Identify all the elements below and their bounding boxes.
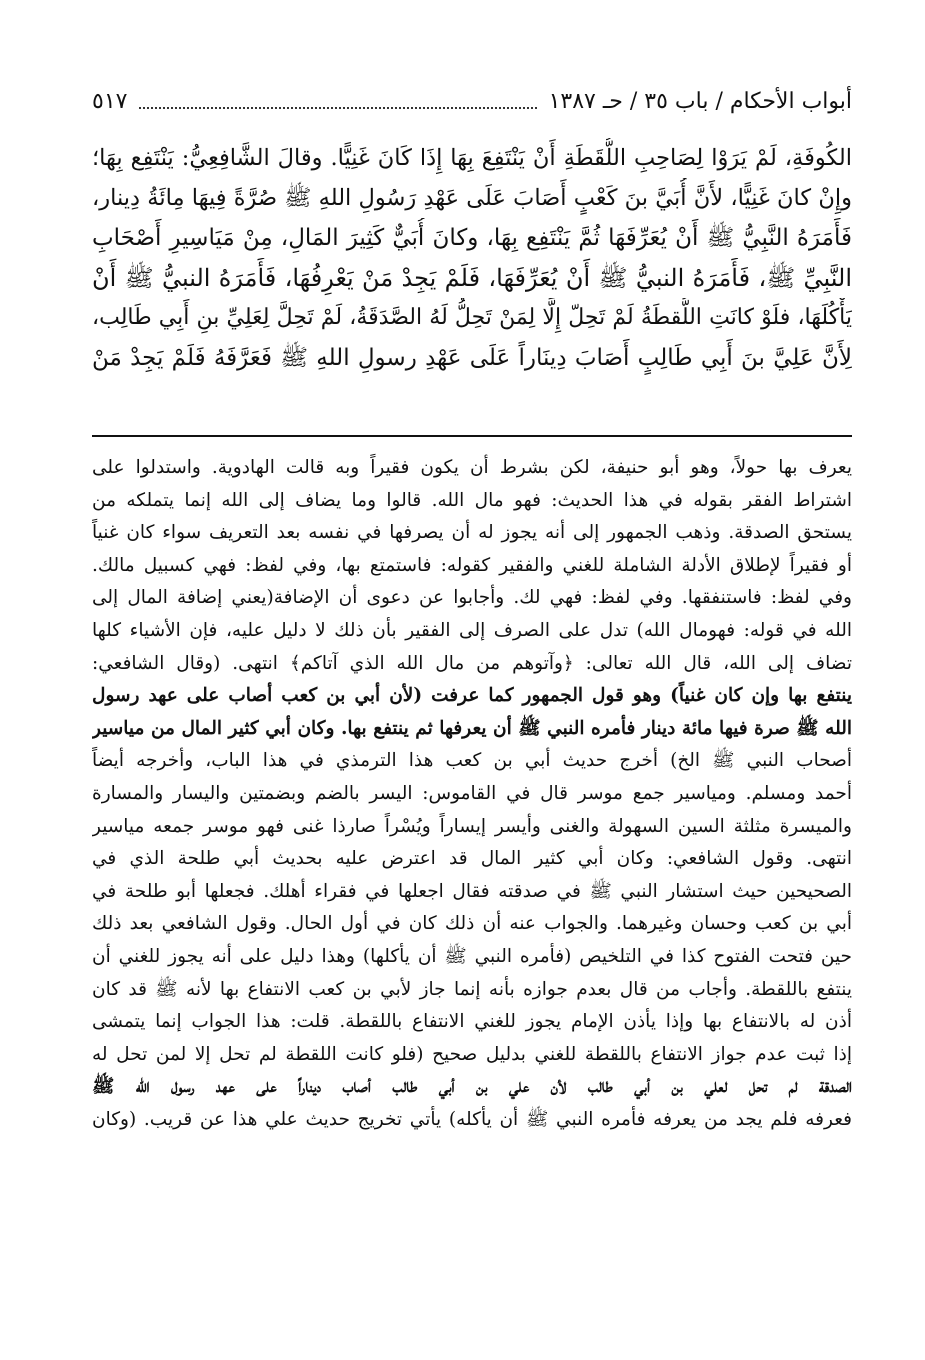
commentary-line: الله ﷺ صرة فيها مائة دينار فأمره النبي ﷺ أن يعرفها ثم ينتفع بها. وكان أبي كثير المال من مياسير (92, 717, 852, 739)
page-number: ٥١٧ (92, 88, 128, 114)
header-dotted-leader (139, 93, 536, 109)
commentary-line: أذن له بالانتفاع بها وإذا يأذن الإمام يجوز للغني الانتفاع باللقطة. قلت: هذا الجواب إنما يتمشى (92, 1011, 852, 1033)
main-text-line: يَأْكُلَهَا، فلَوْ كانَتِ اللُّقطَةُ لَمْ تَحِلّ إِلَّا لِمَنْ تَحِلُّ لَهُ الصَّدَقَةُ، لَمْ تَحِلَّ لِعَلِيِّ بنِ أَبِي طَالِب، (92, 305, 852, 330)
main-text-line: فَأَمَرَهُ النَّبِيُّ ﷺ أَنْ يُعَرِّفَهَا ثُمَّ يَنْتَفِع بِهَا، وكانَ أُبَيٌّ كَثِيرَ المَالِ، مِنْ مَيَاسِيرِ أَصْحَابِ (92, 225, 852, 251)
header-title: أبواب الأحكام / باب ٣٥ / حـ ١٣٨٧ (548, 88, 852, 114)
commentary-line: انتهى. وقول الشافعي: وكان أبي كثير المال قد اعترض عليه بحديث أبي طلحة الذي في (92, 848, 852, 870)
commentary-line: وفي لفظ: فاستنفقها. وفي لفظ: فهي لك. وأجابوا عن دعوى أن الإضافة(يعني إضافة المال إلى (92, 587, 852, 609)
main-text-line: وإِنْ كانَ غَنِيًّا، لأَنَّ أُبَيَّ بنَ كَعْبٍ أَصَابَ عَلَى عَهْدِ رَسُولِ اللهِ ﷺ صُرَّةً فِيهَا مِائَةُ دِينار، (92, 185, 852, 211)
commentary-line: أحمد ومسلم. ومياسير جمع موسر قال في القاموس: اليسر بالضم وبضمتين واليسار والمسارة (92, 782, 852, 804)
main-text-line: الكُوفَةِ، لَمْ يَرَوْا لِصَاحِبِ اللُّقَطَةِ أَنْ يَنْتَفِعَ بِهَا إِذَا كَانَ غَنِيًّا. وقالَ الشَّافِعِيُّ: يَنْتَفِع بِهَا؛ (92, 145, 852, 171)
commentary-line: الصحيحين حيث استشار النبي ﷺ في صدقته فقال اجعلها في فقراء أهلك. فجعلها أبو طلحة في (92, 880, 852, 902)
commentary-line: والميسرة مثلثة السين السهولة والغنى وأيسر إيساراً ويُسْراً صارذا غنى فهو موسر جمعه مياسير (92, 815, 852, 837)
main-text-block (92, 138, 852, 378)
main-text-line: لِأَنَّ عَلِيَّ بنَ أَبِي طَالِبٍ أَصَابَ دِينَاراً عَلَى عَهْدِ رسولِ اللهِ ﷺ فَعَرَّفَهُ فَلَمْ يَجِدْ مَنْ (92, 345, 852, 371)
main-text-line: النَّبِيِّ ﷺ، فَأَمَرَهُ النبيُّ ﷺ أَنْ يُعَرِّفَهَا، فَلَمْ يَجِدْ مَنْ يَعْرِفُهَا، فَأَمَرَهُ النبيُّ ﷺ أَنْ (92, 264, 852, 292)
commentary-line: أو فقيراً لإطلاق الأدلة الشاملة للغني والفقير كقوله: فاستمتع بها، وفي لفظ: فهي كسبيل مالك. (92, 554, 852, 576)
running-header (92, 84, 852, 119)
commentary-line: يعرف بها حولاً، وهو أبو حنيفة، لكن بشرط أن يكون فقيراً وبه قالت الهادوية. واستدلوا على (92, 457, 852, 478)
commentary-line: فعرفه فلم يجد من يعرفه فأمره النبي ﷺ أن يأكله) يأتي تخريج حديث علي هذا عن قريب. (وكان (92, 1108, 852, 1130)
commentary-line: الله في قوله: فهومال الله) تدل على الصرف إلى الفقير بأن ذلك لا دليل عليه، فإن الأشياء كلها (92, 619, 852, 641)
footnote-divider (92, 435, 852, 437)
commentary-line: إذا ثبت عدم جواز الانتفاع باللقطة للغني بدليل صحيح (فلو كانت اللقطة لم تحل إلا لمن تحل له (92, 1043, 852, 1065)
commentary-line: يستحق الصدقة. وذهب الجمهور إلى أنه يجوز له أن يصرفها في نفسه بعد التعريف سواء كان غنياً (92, 522, 852, 544)
commentary-line: ينتفع بها وإن كان غنياً) وهو قول الجمهور كما عرفت (لأن أبي بن كعب أصاب على عهد رسول (92, 685, 852, 707)
commentary-line: أصحاب النبي ﷺ الخ) أخرج حديث أبي بن كعب هذا الترمذي في هذا الباب، وأخرجه أيضاً (92, 750, 852, 772)
commentary-line: اشتراط الفقر بقوله في هذا الحديث: فهو مال الله. قالوا وما يضاف إلى الله إنما يتملكه من (92, 489, 852, 511)
commentary-line: تضاف إلى الله، قال الله تعالى: ﴿وآتوهم من مال الله الذي آتاكم﴾ انتهى. (وقال الشافعي: (92, 652, 852, 674)
commentary-line: حين فتحت الفتوح كذا في التلخيص (فأمره النبي ﷺ أن يأكلها) وهذا دليل على أنه يجوز للغني أن (92, 945, 852, 967)
commentary-block (92, 452, 852, 1136)
commentary-line: أبي بن كعب وحسان وغيرهما. والجواب عنه أن ذلك كان في أول الحال. وقول الشافعي بعد ذلك (92, 913, 852, 935)
commentary-line: ينتفع باللقطة. وأجاب من قال بعدم جوازه بأنه إنما جاز لأبي بن كعب الانتفاع بها لأنه ﷺ قد كان (92, 978, 852, 1000)
commentary-line: الصدقة لم تحل لعلي بن أبي طالب لأن علي بن أبي طالب أصاب ديناراً على عهد رسول الله ﷺ (92, 1076, 852, 1098)
